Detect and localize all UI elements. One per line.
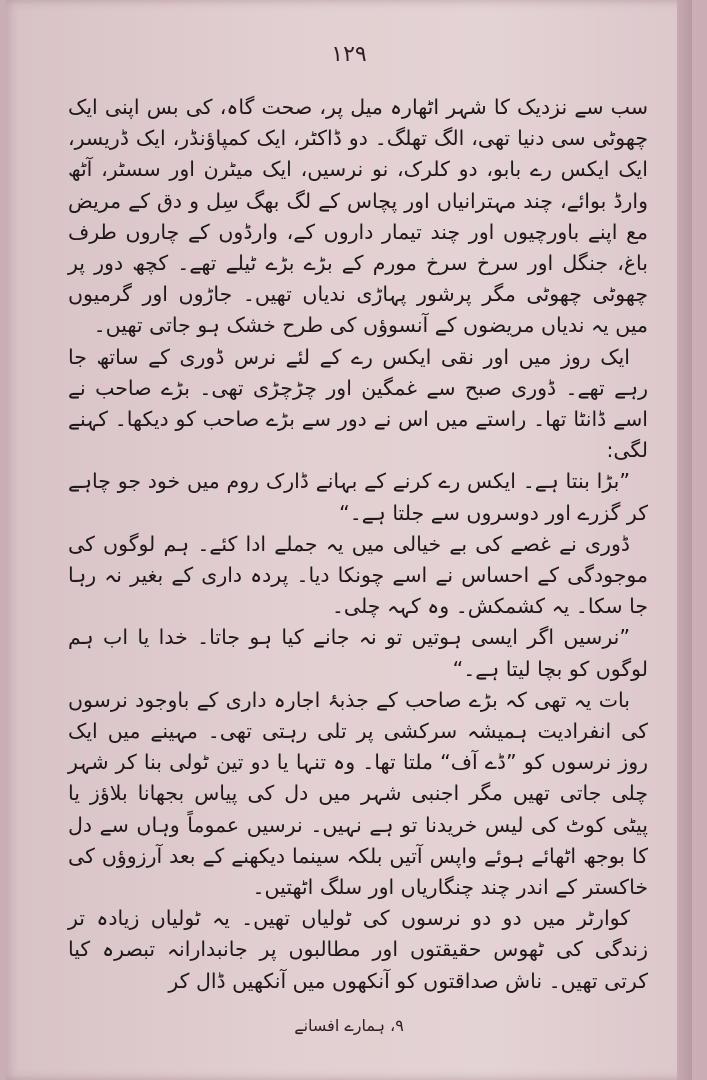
body-text [68, 92, 648, 997]
page-footer: ۹، ہمارے افسانے [294, 1016, 404, 1035]
book-page [6, 0, 692, 1080]
paragraph: سب سے نزدیک کا شہر اٹھارہ میل پر، صحت گاہ، کی بس اپنی ایک چھوٹی سی دنیا تھی، الگ تھلگ۔ دو ڈاکٹر، ایک کمپاؤنڈر، ایک ڈریسر، ایک ایکس رے بابو، دو کلرک، نو نرسیں، ایک میٹرن اور سسٹر، آٹھ وارڈ بوائے، چند مہترانیاں اور پچاس کے لگ بھگ سِل و دق کے مریض مع اپنے باورچیوں اور چند تیمار داروں کے، وارڈوں کے چاروں طرف باغ، جنگل اور سرخ سرخ مورم کے بڑے بڑے ٹیلے تھے۔ کچھ دور پر چھوٹی چھوٹی مگر پرشور پہاڑی ندیاں تھیں۔ جاڑوں اور گرمیوں میں یہ ندیاں مریضوں کے آنسوؤں کی طرح خشک ہو جاتی تھیں۔ [68, 95, 648, 338]
paragraph: ڈوری نے غصے کی بے خیالی میں یہ جملے ادا کئے۔ ہم لوگوں کی موجودگی کے احساس نے اسے چونکا دیا۔ پردہ داری کے بغیر نہ رہا جا سکا۔ یہ کشمکش۔ وہ کہہ چلی۔ [68, 531, 648, 619]
page-number: ۱۲۹ [331, 42, 367, 67]
quote-paragraph: ”بڑا بنتا ہے۔ ایکس رے کرنے کے بہانے ڈارک روم میں خود جو چاہے کر گزرے اور دوسروں سے جلتا ہے۔“ [68, 469, 648, 525]
paragraph: ایک روز میں اور نقی ایکس رے کے لئے نرس ڈوری کے ساتھ جا رہے تھے۔ ڈوری صبح سے غمگین اور چڑچڑی تھی۔ بڑے صاحب نے اسے ڈانٹا تھا۔ راستے میں اس نے دور سے بڑے صاحب کو دیکھا۔ کہنے لگی: [68, 344, 648, 463]
page-edge [677, 0, 692, 1080]
paragraph: کوارٹر میں دو دو نرسوں کی ٹولیاں تھیں۔ یہ ٹولیاں زیادہ تر زندگی کی ٹھوس حقیقتوں اور مطالبوں پر جانبدارانہ تبصرہ کیا کرتی تھیں۔ ناش صداقتوں کو آنکھوں میں آنکھیں ڈال کر [68, 906, 648, 993]
paragraph: بات یہ تھی کہ بڑے صاحب کے جذبۂ اجارہ داری کے باوجود نرسوں کی انفرادیت ہمیشہ سرکشی پر تلی رہتی تھی۔ مہینے میں ایک روز نرسوں کو ”ڈے آف“ ملتا تھا۔ وہ تنہا یا دو تین ٹولی بنا کر شہر چلی جاتی تھیں مگر اجنبی شہر میں دل کی پیاس بجھانا بلاؤز یا پیٹی کوٹ کی لیس خریدنا تو ہے نہیں۔ نرسیں عموماً وہاں سے دل کا بوجھ اٹھائے ہوئے واپس آتیں بلکہ سینما دیکھنے کے بعد آرزوؤں کی خاکستر کے اندر چند چنگاریاں اور سلگ اٹھتیں۔ [68, 687, 648, 900]
quote-paragraph: ”نرسیں اگر ایسی ہوتیں تو نہ جانے کیا ہو جاتا۔ خدا یا اب ہم لوگوں کو بچا لیتا ہے۔“ [68, 625, 648, 681]
